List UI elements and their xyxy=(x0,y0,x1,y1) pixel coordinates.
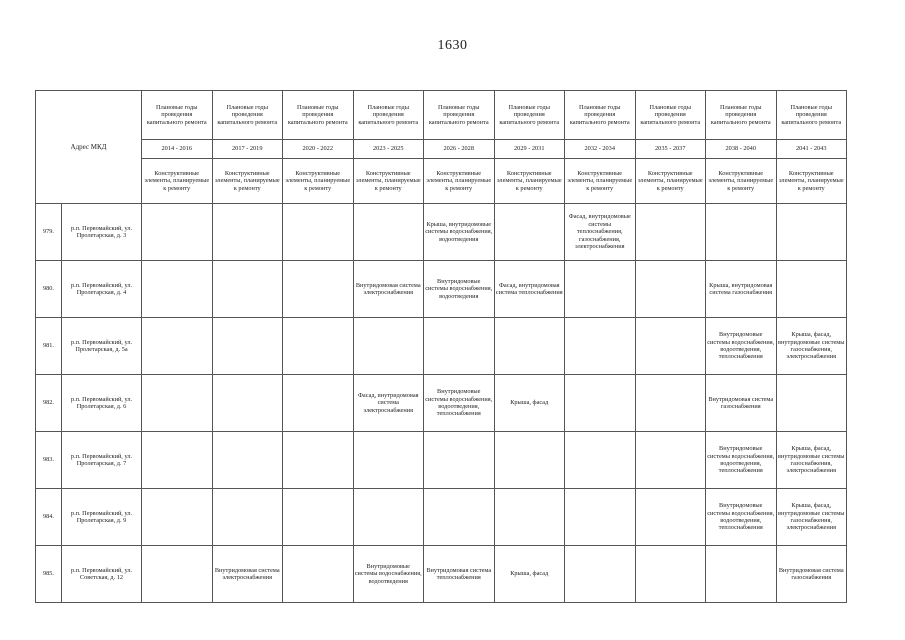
repair-elements-cell: Внутридомовые системы водоснабжения, водоотведения xyxy=(353,546,424,603)
repair-elements-cell xyxy=(776,261,847,318)
repair-elements-cell: Внутридомовые системы водоснабжения, водоотведения, теплоснабжения xyxy=(424,375,495,432)
repair-elements-cell xyxy=(353,318,424,375)
repair-elements-cell xyxy=(494,489,565,546)
repair-elements-cell xyxy=(565,318,636,375)
repair-elements-cell xyxy=(424,489,495,546)
building-address: р.п. Первомайский, ул. Пролетарская, д. 5а xyxy=(62,318,142,375)
row-number: 983. xyxy=(36,432,62,489)
row-number: 981. xyxy=(36,318,62,375)
repair-elements-cell xyxy=(142,375,213,432)
repair-elements-cell xyxy=(283,375,354,432)
building-address: р.п. Первомайский, ул. Пролетарская, д. 7 xyxy=(62,432,142,489)
repair-elements-cell: Внутридомовая система газоснабжения xyxy=(706,375,777,432)
repair-elements-cell: Фасад, внутридомовые системы теплоснабжения, газоснабжения, электроснабжения xyxy=(565,204,636,261)
repair-elements-cell xyxy=(494,204,565,261)
elements-label-header: Конструктивные элементы, планируемые к ремонту xyxy=(776,159,847,204)
repair-elements-cell xyxy=(283,546,354,603)
repair-elements-cell xyxy=(494,318,565,375)
repair-elements-cell xyxy=(424,318,495,375)
repair-elements-cell xyxy=(635,204,706,261)
repair-elements-cell xyxy=(212,489,283,546)
period-years-header: 2026 - 2028 xyxy=(424,140,495,159)
repair-elements-cell xyxy=(635,432,706,489)
row-number: 980. xyxy=(36,261,62,318)
repair-elements-cell: Фасад, внутридомовая система электроснабжения xyxy=(353,375,424,432)
period-years-header: 2038 - 2040 xyxy=(706,140,777,159)
row-number: 985. xyxy=(36,546,62,603)
repair-elements-cell xyxy=(142,546,213,603)
period-label-header: Плановые годы проведения капитального ремонта xyxy=(565,91,636,140)
repair-elements-cell: Крыша, фасад, внутридомовые системы газоснабжения, электроснабжения xyxy=(776,318,847,375)
repair-elements-cell xyxy=(142,261,213,318)
repair-elements-cell: Крыша, фасад, внутридомовые системы газоснабжения, электроснабжения xyxy=(776,432,847,489)
building-address: р.п. Первомайский, ул. Пролетарская, д. 4 xyxy=(62,261,142,318)
period-years-header: 2014 - 2016 xyxy=(142,140,213,159)
repair-elements-cell: Крыша, фасад, внутридомовые системы газоснабжения, электроснабжения xyxy=(776,489,847,546)
table-row xyxy=(36,489,847,546)
repair-elements-cell xyxy=(565,261,636,318)
repair-elements-cell: Внутридомовые системы водоснабжения, водоотведения, теплоснабжения xyxy=(706,318,777,375)
repair-elements-cell xyxy=(142,318,213,375)
elements-label-header: Конструктивные элементы, планируемые к ремонту xyxy=(353,159,424,204)
table-row xyxy=(36,375,847,432)
table-row xyxy=(36,432,847,489)
repair-elements-cell xyxy=(353,489,424,546)
repair-elements-cell: Внутридомовая система электроснабжения xyxy=(353,261,424,318)
repair-elements-cell xyxy=(353,432,424,489)
period-label-header: Плановые годы проведения капитального ремонта xyxy=(424,91,495,140)
repair-elements-cell xyxy=(283,489,354,546)
repair-elements-cell: Крыша, внутридомовая система газоснабжения xyxy=(706,261,777,318)
elements-label-header: Конструктивные элементы, планируемые к ремонту xyxy=(212,159,283,204)
repair-elements-cell xyxy=(565,546,636,603)
repair-elements-cell xyxy=(212,375,283,432)
elements-label-header: Конструктивные элементы, планируемые к ремонту xyxy=(494,159,565,204)
period-years-header: 2017 - 2019 xyxy=(212,140,283,159)
repair-elements-cell xyxy=(142,489,213,546)
repair-elements-cell: Внутридомовая система электроснабжения xyxy=(212,546,283,603)
row-number: 982. xyxy=(36,375,62,432)
period-years-header: 2041 - 2043 xyxy=(776,140,847,159)
period-years-header: 2020 - 2022 xyxy=(283,140,354,159)
repair-elements-cell: Внутридомовые системы водоснабжения, водоотведения, теплоснабжения xyxy=(706,489,777,546)
building-address: р.п. Первомайский, ул. Пролетарская, д. 3 xyxy=(62,204,142,261)
repair-elements-cell: Внутридомовые системы водоснабжения, водоотведения xyxy=(424,261,495,318)
period-label-header: Плановые годы проведения капитального ремонта xyxy=(283,91,354,140)
repair-elements-cell xyxy=(212,204,283,261)
repair-elements-cell xyxy=(776,204,847,261)
repair-elements-cell: Внутридомовая система теплоснабжения xyxy=(424,546,495,603)
elements-label-header: Конструктивные элементы, планируемые к ремонту xyxy=(142,159,213,204)
repair-elements-cell: Внутридомовые системы водоснабжения, водоотведения, теплоснабжения xyxy=(706,432,777,489)
repair-elements-cell xyxy=(565,489,636,546)
table-row xyxy=(36,261,847,318)
repair-elements-cell xyxy=(212,261,283,318)
repair-elements-cell xyxy=(212,318,283,375)
table-row xyxy=(36,204,847,261)
period-years-header: 2023 - 2025 xyxy=(353,140,424,159)
period-label-header: Плановые годы проведения капитального ремонта xyxy=(635,91,706,140)
building-address: р.п. Первомайский, ул. Советская, д. 12 xyxy=(62,546,142,603)
period-label-header: Плановые годы проведения капитального ремонта xyxy=(142,91,213,140)
repair-elements-cell xyxy=(283,261,354,318)
repair-elements-cell xyxy=(565,432,636,489)
repair-elements-cell xyxy=(776,375,847,432)
period-label-header: Плановые годы проведения капитального ремонта xyxy=(353,91,424,140)
elements-label-header: Конструктивные элементы, планируемые к ремонту xyxy=(565,159,636,204)
repair-elements-cell xyxy=(635,489,706,546)
repair-elements-cell xyxy=(635,375,706,432)
row-number: 979. xyxy=(36,204,62,261)
period-years-header: 2035 - 2037 xyxy=(635,140,706,159)
repair-elements-cell xyxy=(635,318,706,375)
building-address: р.п. Первомайский, ул. Пролетарская, д. 9 xyxy=(62,489,142,546)
repair-elements-cell xyxy=(635,546,706,603)
repair-elements-cell xyxy=(635,261,706,318)
elements-label-header: Конструктивные элементы, планируемые к ремонту xyxy=(424,159,495,204)
period-years-header: 2029 - 2031 xyxy=(494,140,565,159)
repair-elements-cell xyxy=(142,432,213,489)
repair-elements-cell: Крыша, внутридомовые системы водоснабжения, водоотведения xyxy=(424,204,495,261)
repair-elements-cell xyxy=(494,432,565,489)
repair-elements-cell: Фасад, внутридомовая система теплоснабжения xyxy=(494,261,565,318)
elements-label-header: Конструктивные элементы, планируемые к ремонту xyxy=(283,159,354,204)
period-years-header: 2032 - 2034 xyxy=(565,140,636,159)
repair-elements-cell xyxy=(706,546,777,603)
address-column-header: Адрес МКД xyxy=(36,91,142,204)
table-row xyxy=(36,546,847,603)
period-label-header: Плановые годы проведения капитального ремонта xyxy=(776,91,847,140)
repair-elements-cell xyxy=(283,432,354,489)
repair-elements-cell xyxy=(142,204,213,261)
repair-elements-cell: Внутридомовая система газоснабжения xyxy=(776,546,847,603)
building-address: р.п. Первомайский, ул. Пролетарская, д. 6 xyxy=(62,375,142,432)
repair-elements-cell: Крыша, фасад xyxy=(494,546,565,603)
repair-elements-cell xyxy=(212,432,283,489)
elements-label-header: Конструктивные элементы, планируемые к ремонту xyxy=(635,159,706,204)
repair-elements-cell: Крыша, фасад xyxy=(494,375,565,432)
row-number: 984. xyxy=(36,489,62,546)
period-label-header: Плановые годы проведения капитального ремонта xyxy=(212,91,283,140)
repair-elements-cell xyxy=(706,204,777,261)
repair-plan-table xyxy=(35,90,847,603)
repair-elements-cell xyxy=(283,318,354,375)
repair-elements-cell xyxy=(353,204,424,261)
repair-elements-cell xyxy=(283,204,354,261)
page-number: 1630 xyxy=(437,38,468,53)
period-label-header: Плановые годы проведения капитального ремонта xyxy=(494,91,565,140)
repair-elements-cell xyxy=(565,375,636,432)
period-label-header: Плановые годы проведения капитального ремонта xyxy=(706,91,777,140)
elements-label-header: Конструктивные элементы, планируемые к ремонту xyxy=(706,159,777,204)
repair-elements-cell xyxy=(424,432,495,489)
table-row xyxy=(36,318,847,375)
